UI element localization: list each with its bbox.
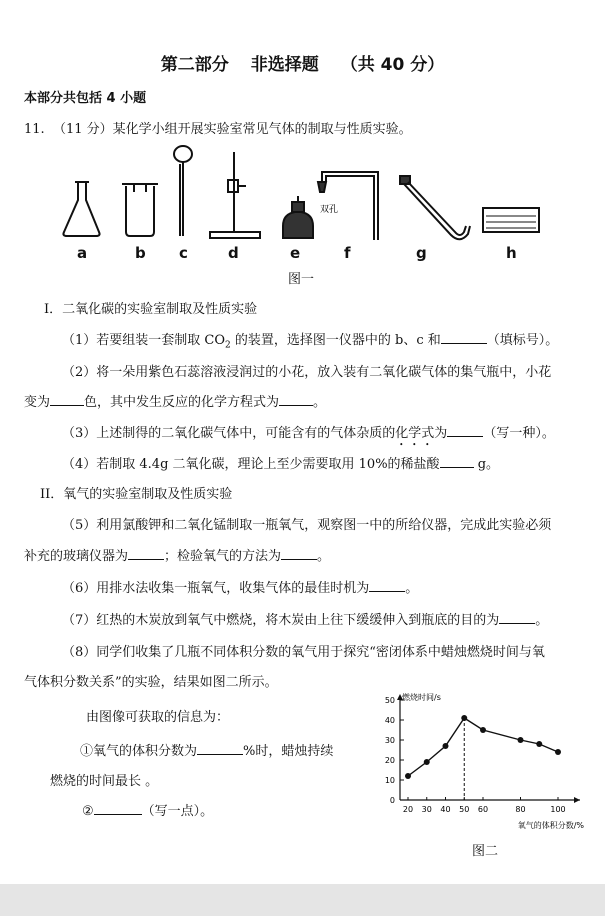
x-tick-label: 80 — [515, 805, 526, 814]
q2-blank-1 — [50, 393, 84, 406]
q7-blank — [499, 611, 535, 624]
part-title — [0, 50, 605, 75]
q6: （6）用排水法收集一瓶氧气，收集气体的最佳时机为 。 — [62, 581, 419, 596]
bottom-bar — [0, 884, 605, 916]
data-point — [424, 759, 430, 765]
q2-line1: （2）将一朵用紫色石蕊溶液浸润过的小花，放入装有二氧化碳气体的集气瓶中，小花 — [62, 365, 552, 380]
x-tick-label: 50 — [459, 805, 470, 814]
label-d: d — [228, 244, 239, 262]
q1-blank — [441, 331, 487, 344]
x-tick-label: 40 — [440, 805, 451, 814]
q4-blank — [440, 455, 474, 468]
info1-line2: 燃烧的时间最长 。 — [50, 774, 159, 789]
data-point — [405, 773, 411, 779]
water-trough-icon — [483, 208, 539, 232]
data-point — [536, 741, 542, 747]
info2-blank — [94, 802, 142, 815]
x-axis-label: 氧气的体积分数/% — [517, 821, 584, 830]
data-point — [480, 727, 486, 733]
info2: ② （写一点）。 — [82, 804, 214, 819]
x-tick-label: 30 — [421, 805, 432, 814]
figure2-caption: 图二 — [472, 844, 499, 859]
question-stem — [24, 118, 412, 137]
info1-line1: ①氧气的体积分数为 %时，蜡烛持续 — [80, 744, 334, 759]
q5-line1: （5）利用氯酸钾和二氧化锰制取一瓶氧气，观察图一中的所给仪器，完成此实验必须 — [62, 518, 552, 533]
intro-line: 本部分共包括 4 小题 — [24, 91, 147, 106]
q3-blank — [447, 424, 483, 437]
figure1-caption: 图一 — [288, 272, 315, 287]
label-c: c — [179, 244, 188, 262]
part-label: 第二部分 — [160, 55, 229, 75]
thistle-funnel-icon — [174, 146, 192, 236]
label-a: a — [77, 244, 88, 262]
info-intro: 由图像可获取的信息为： — [86, 710, 230, 725]
q5-blank-1 — [128, 547, 164, 560]
y-tick-label: 50 — [384, 696, 395, 705]
section1-title: I．二氧化碳的实验室制取及性质实验 — [44, 302, 258, 317]
q4: （4）若制取 4.4g 二氧化碳，理论上至少需要取用 10%的稀盐酸 g。 — [62, 457, 500, 472]
label-g: g — [416, 244, 427, 262]
y-tick-label: 30 — [384, 736, 395, 745]
delivery-tube-icon — [400, 176, 470, 239]
q2-line2: 变为 色，其中发生反应的化学方程式为 。 — [24, 395, 327, 410]
data-point — [518, 737, 524, 743]
score-label: （共 40 分） — [340, 55, 445, 75]
info1-blank — [197, 742, 243, 755]
label-f: f — [344, 244, 351, 262]
question-number: 11. — [24, 122, 45, 137]
q5-blank-2 — [281, 547, 317, 560]
gas-jar-icon — [122, 184, 158, 236]
y-tick-label: 0 — [389, 796, 395, 805]
double-hole-label: 双孔 — [320, 205, 339, 215]
data-point — [461, 715, 467, 721]
iron-stand-icon — [210, 152, 260, 238]
alcohol-lamp-icon — [283, 196, 313, 238]
data-point — [555, 749, 561, 755]
y-tick-label: 20 — [384, 756, 395, 765]
y-tick-label: 40 — [384, 716, 395, 725]
x-axis-arrow — [574, 797, 580, 803]
q3: （3）上述制得的二氧化碳气体中，可能含有的气体杂质的化学式为 （写一种）。 — [62, 426, 555, 441]
section-label: 非选择题 — [250, 55, 319, 75]
q6-blank — [369, 579, 405, 592]
q5-line2: 补充的玻璃仪器为 ；检验氧气的方法为 。 — [24, 549, 331, 564]
label-b: b — [135, 244, 146, 262]
q8-line2: 气体积分数关系”的实验，结果如图二所示。 — [24, 675, 278, 690]
x-tick-label: 20 — [402, 805, 414, 814]
q7: （7）红热的木炭放到氧气中燃烧，将木炭由上往下缓缓伸入到瓶底的目的为 。 — [62, 613, 549, 628]
label-h: h — [506, 244, 517, 262]
label-e: e — [290, 244, 301, 262]
q8-line1: （8）同学们收集了几瓶不同体积分数的氧气用于探究“密闭体系中蜡烛燃烧时间与氧 — [62, 645, 545, 660]
y-axis-label: 燃烧时间/s — [402, 693, 441, 702]
section2-title: II．氧气的实验室制取及性质实验 — [40, 487, 233, 502]
x-tick-label: 100 — [550, 805, 566, 814]
q1: （1）若要组装一套制取 $CO_2$ 的装置，选择图一仪器中的 b、c 和 （填标号）。 — [62, 333, 559, 351]
y-tick-label: 10 — [384, 776, 395, 785]
conical-flask-icon — [63, 182, 99, 236]
series-line — [408, 718, 558, 776]
question-text: （11 分）某化学小组开展实验室常见气体的制取与性质实验。 — [52, 122, 412, 137]
chart-figure2 — [360, 690, 600, 850]
q2-blank-2 — [279, 393, 313, 406]
x-tick-label: 60 — [477, 805, 489, 814]
data-point — [443, 743, 449, 749]
